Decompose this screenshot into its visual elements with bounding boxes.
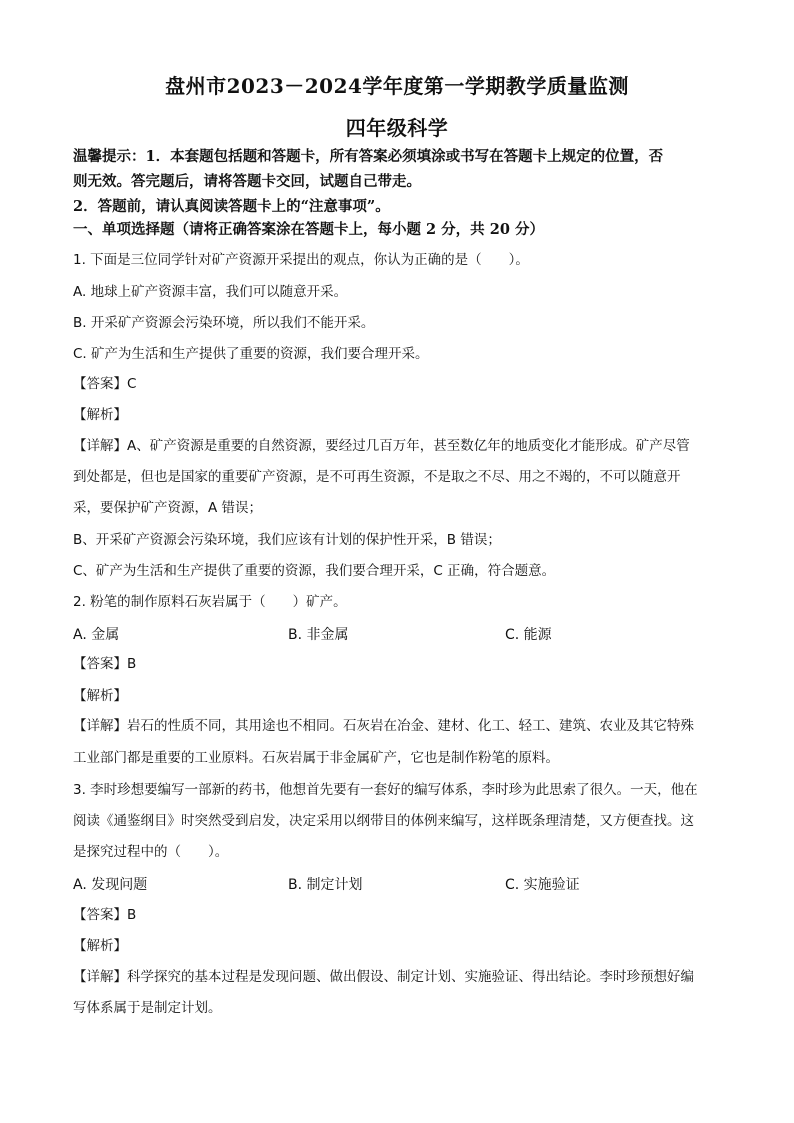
q3-option-b: B. 制定计划 (288, 877, 363, 893)
tips-line-3: 2．答题前，请认真阅读答题卡上的“注意事项”。 (73, 198, 390, 215)
q1-stem: 1. 下面是三位同学针对矿产资源开采提出的观点，你认为正确的是（ ）。 (73, 252, 529, 268)
q2-option-c: C. 能源 (505, 627, 552, 643)
q2-detail-1: 【详解】岩石的性质不同，其用途也不相同。石灰岩在冶金、建材、化工、轻工、建筑、农业及其它特殊 (73, 718, 694, 734)
q1-answer: 【答案】C (73, 376, 137, 392)
q3-option-c: C. 实施验证 (505, 877, 580, 893)
q1-detail-1: 【详解】A、矿产资源是重要的自然资源，要经过几百万年，甚至数亿年的地质变化才能形成。矿产尽管 (73, 438, 690, 454)
q3-detail-2: 写体系属于是制定计划。 (73, 1000, 222, 1016)
section-heading: 一、单项选择题（请将正确答案涂在答题卡上，每小题 2 分，共 20 分） (73, 221, 544, 238)
tips-line-2: 则无效。答完题后，请将答题卡交回，试题自己带走。 (73, 173, 421, 190)
q2-answer: 【答案】B (73, 656, 137, 672)
q2-option-b: B. 非金属 (288, 627, 349, 643)
q2-analysis-label: 【解析】 (73, 688, 127, 704)
q3-answer: 【答案】B (73, 907, 137, 923)
q3-stem-2: 阅读《通鉴纲目》时突然受到启发，决定采用以纲带目的体例来编写，这样既条理清楚，又方便查找。这 (73, 813, 694, 829)
q2-detail-2: 工业部门都是重要的工业原料。石灰岩属于非金属矿产，它也是制作粉笔的原料。 (73, 750, 559, 766)
q1-detail-3: 采，要保护矿产资源，A 错误； (73, 500, 263, 516)
q1-analysis-label: 【解析】 (73, 407, 127, 423)
q1-option-a: A. 地球上矿产资源丰富，我们可以随意开采。 (73, 284, 348, 300)
q1-detail-5: C、矿产为生活和生产提供了重要的资源，我们要合理开采，C 正确，符合题意。 (73, 563, 556, 579)
page-title: 盘州市2023－2024学年度第一学期教学质量监测 (165, 74, 629, 98)
q1-option-c: C. 矿产为生活和生产提供了重要的资源，我们要合理开采。 (73, 346, 429, 362)
q2-stem: 2. 粉笔的制作原料石灰岩属于（ ）矿产。 (73, 594, 347, 610)
q3-stem-3: 是探究过程中的（ ）。 (73, 844, 229, 860)
q3-stem-1: 3. 李时珍想要编写一部新的药书，他想首先要有一套好的编写体系，李时珍为此思索了很久。一天，他在 (73, 782, 698, 798)
q3-detail-1: 【详解】科学探究的基本过程是发现问题、做出假设、制定计划、实施验证、得出结论。李时珍预想好编 (73, 969, 694, 985)
page-subtitle: 四年级科学 (345, 116, 449, 140)
q2-option-a: A. 金属 (73, 627, 120, 643)
q1-detail-4: B、开采矿产资源会污染环境，我们应该有计划的保护性开采，B 错误； (73, 532, 501, 548)
q3-option-a: A. 发现问题 (73, 877, 148, 893)
q1-detail-2: 到处都是，但也是国家的重要矿产资源，是不可再生资源，不是取之不尽、用之不竭的，不可以随意开 (73, 469, 681, 485)
q3-analysis-label: 【解析】 (73, 938, 127, 954)
tips-line-1: 温馨提示：1．本套题包括题和答题卡，所有答案必须填涂或书写在答题卡上规定的位置，否 (73, 148, 664, 165)
q1-option-b: B. 开采矿产资源会污染环境，所以我们不能开采。 (73, 315, 375, 331)
